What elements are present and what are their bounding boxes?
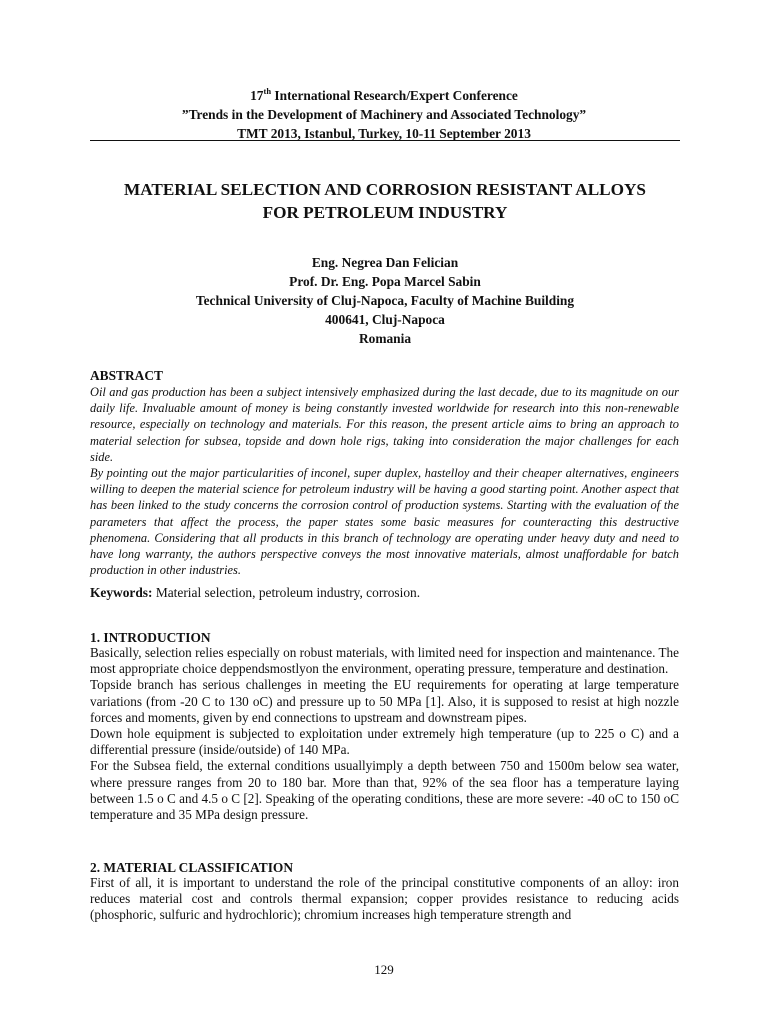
author-postal-code: 400641, Cluj-Napoca — [325, 312, 445, 327]
paper-title-line-2: FOR PETROLEUM INDUSTRY — [262, 203, 508, 222]
body-paragraph: Basically, selection relies especially on robust materials, with limited need for inspection and maintenance. The most appropriate choice deppendsmostlyon the environment, operating pressure, temperature and destination. — [90, 645, 679, 677]
conference-header — [90, 86, 678, 143]
author-name-2: Prof. Dr. Eng. Popa Marcel Sabin — [289, 274, 481, 289]
conference-edition-number: 17 — [250, 88, 264, 103]
author-block — [90, 253, 680, 348]
header-rule — [90, 140, 680, 141]
keywords-text: Material selection, petroleum industry, corrosion. — [152, 585, 421, 600]
abstract-paragraph: By pointing out the major particularities of inconel, super duplex, hastelloy and their cheaper alternatives, engineers willing to deepen the material science for petroleum industry will be having a good starting point. Another aspect that has been linked to the study concerns the corrosion control of production systems. Starting with the evaluation of the parameters that affect the process, the paper states some basic measures for counteracting this destructive phenomena. Considering that all products in this branch of technology are operating under heavy duty and need to have long warranty, the authors perspective conveys the most innovative materials, almost unaffordable for batch production in other industries. — [90, 466, 679, 578]
body-paragraph: Topside branch has serious challenges in meeting the EU requirements for operating at large temperature variations (from -20 C to 130 oC) and pressure up to 50 MPa [1]. Also, it is supposed to resist at high nozzle forces and moments, given by end connections to upstream and downstream pipes. — [90, 677, 679, 725]
abstract-heading: ABSTRACT — [90, 368, 163, 383]
conference-line-1 — [90, 86, 678, 105]
section-heading-introduction: 1. INTRODUCTION — [90, 630, 211, 645]
body-paragraph: First of all, it is important to understand the role of the principal constitutive components of an alloy: iron reduces material cost and controls thermal expansion; copper provides resistance to reducing acids (phosphoric, sulfuric and hydrochloric); chromium increases high temperature strength and — [90, 875, 679, 923]
section-body-introduction — [90, 645, 679, 823]
conference-name: International Research/Expert Conference — [271, 88, 518, 103]
keywords-line — [90, 584, 420, 602]
section-heading-material-classification: 2. MATERIAL CLASSIFICATION — [90, 860, 294, 875]
author-affiliation: Technical University of Cluj-Napoca, Faculty of Machine Building — [195, 293, 575, 308]
keywords-label: Keywords: — [90, 585, 153, 600]
body-paragraph: Down hole equipment is subjected to exploitation under extremely high temperature (up to 225 o C) and a differential pressure (inside/outside) of 140 MPa. — [90, 726, 679, 758]
conference-line-3: TMT 2013, Istanbul, Turkey, 10-11 September 2013 — [237, 126, 531, 141]
section-body-material-classification — [90, 875, 679, 924]
abstract-paragraph: Oil and gas production has been a subject intensively emphasized during the last decade, due to its magnitude on our daily life. Invaluable amount of money is being constantly invested worldwide for research into this non-renewable resource, especially on technology and materials. For this reason, the present article aims to bring an approach to material selection for subsea, topside and down hole rigs, taking into consideration the major challenges for each side. — [90, 385, 679, 464]
conference-edition-suffix: th — [263, 85, 272, 96]
conference-line-2: ”Trends in the Development of Machinery and Associated Technology” — [181, 107, 587, 122]
paper-title-line-1: MATERIAL SELECTION AND CORROSION RESISTANT ALLOYS — [124, 180, 646, 199]
author-name-1: Eng. Negrea Dan Felician — [311, 255, 459, 270]
page-number: 129 — [374, 962, 394, 977]
body-paragraph: For the Subsea field, the external conditions usuallyimply a depth between 750 and 1500m below sea water, where pressure ranges from 20 to 180 bar. More than that, 92% of the sea floor has a temperature laying between 1.5 o C and 4.5 o C [2]. Speaking of the operating conditions, these are more severe: -40 oC to 150 oC temperature and 35 MPa design pressure. — [90, 758, 679, 823]
paper-title — [90, 178, 680, 224]
author-country: Romania — [358, 331, 412, 346]
abstract-body — [90, 384, 679, 578]
